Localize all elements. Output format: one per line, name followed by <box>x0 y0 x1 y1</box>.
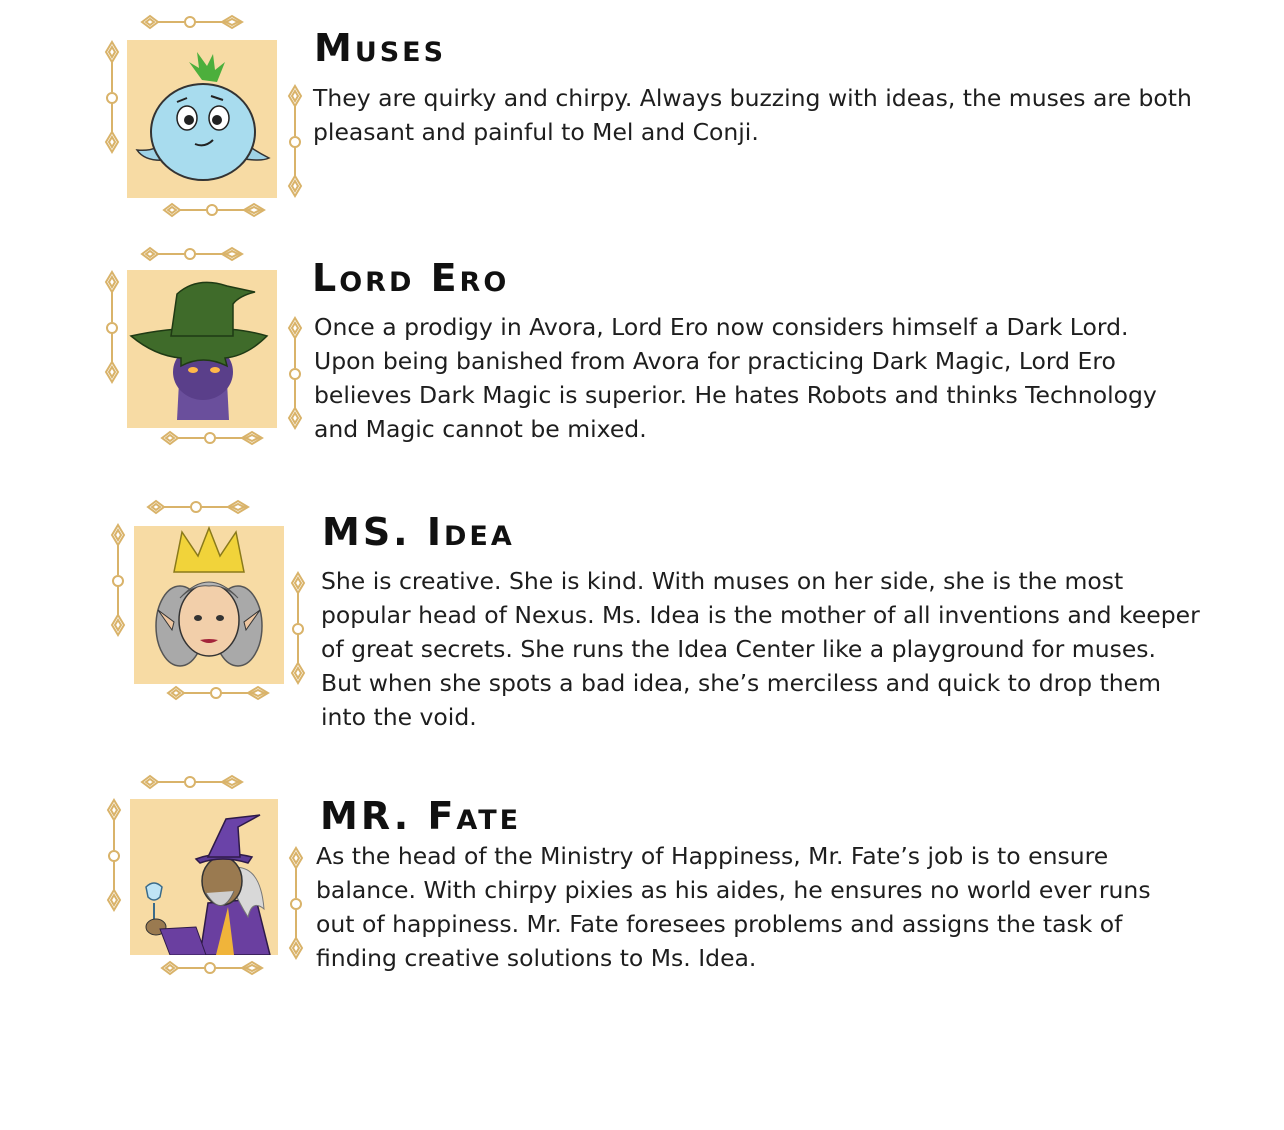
dark-wizard-icon <box>127 270 277 428</box>
elf-queen-icon <box>134 526 284 684</box>
character-description: Once a prodigy in Avora, Lord Ero now considers himself a Dark Lord. Upon being banished from Avora for practicing Dark Magic, Lord Ero believes Dark Magic is superior. He hates Robots and thinks Technology and Magic cannot be mixed. <box>314 313 1157 443</box>
character-name: MS. Idea <box>322 510 515 554</box>
lord-ero-portrait <box>127 270 277 428</box>
character-description: They are quirky and chirpy. Always buzzing with ideas, the muses are both pleasant and painful to Mel and Conji. <box>313 84 1192 146</box>
muse-icon <box>127 40 277 198</box>
wizard-icon <box>130 799 278 955</box>
muse-portrait <box>127 40 277 198</box>
character-name: Muses <box>314 26 447 70</box>
character-name: Lord Ero <box>312 256 510 300</box>
character-description: She is creative. She is kind. With muses on her side, she is the most popular head of Nexus. Ms. Idea is the mother of all inventions and keeper of great secrets. She runs the Idea Center like a playground for muses. But when she spots a bad idea, she’s merciless and quick to drop them into the void. <box>321 567 1200 731</box>
character-name: MR. Fate <box>320 794 522 838</box>
character-description: As the head of the Ministry of Happiness, Mr. Fate’s job is to ensure balance. With chirpy pixies as his aides, he ensures no world ever runs out of happiness. Mr. Fate foresees problems and assigns the task of finding creative solutions to Ms. Idea. <box>316 842 1151 972</box>
mr-fate-portrait <box>130 799 278 955</box>
ms-idea-portrait <box>134 526 284 684</box>
